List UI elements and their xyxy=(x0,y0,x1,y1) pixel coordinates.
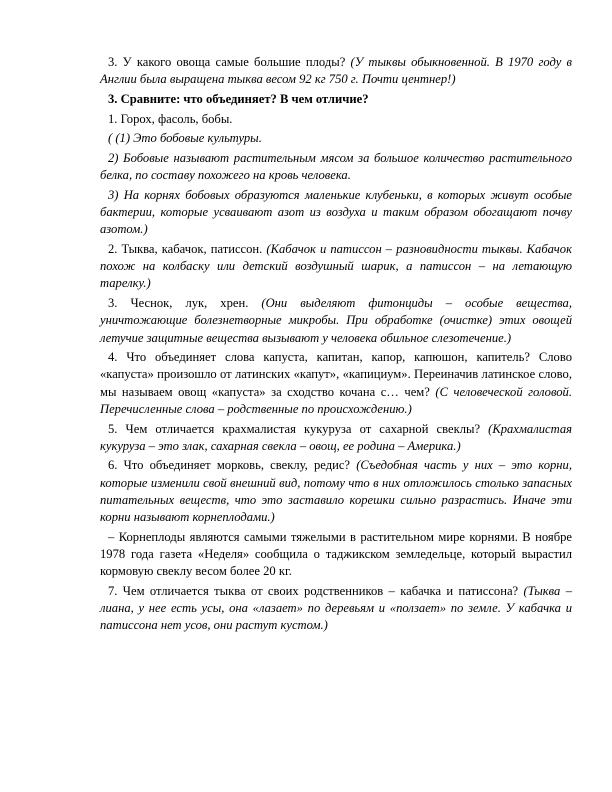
item-root-crops xyxy=(100,457,572,526)
document-page xyxy=(100,54,572,637)
answer-legumes-2: 2) Бобовые называют растительным мясом за большое количество растительного белка, по составу похожего на кровь человека. xyxy=(100,151,572,183)
answer-text: (Съедобная часть у них – это корни, которые изменили свой внешний вид, потому что в них отложилось столько запасных питательных веществ, что это заставило корешки сильно разрастись. Иначе эти корни называют корнеплодами.) xyxy=(100,458,572,525)
item-cabbage xyxy=(100,349,572,418)
answer-text: (У тыквы обыкновенной. В 1970 году в Англии была выращена тыква весом 92 кг 750 г. Почти центнер!) xyxy=(100,55,572,87)
answer-text: (Они выделяют фитонциды – особые вещества, уничтожающие болезнетворные микробы. При обработке (очистке) этих овощей летучие защитные вещества вызывают у человека обильное слезотечение.) xyxy=(100,296,572,345)
answer-legumes-1: ( (1) Это бобовые культуры. xyxy=(108,131,262,146)
item-garlic xyxy=(100,295,572,347)
answer-text: (С человеческой головой. Перечисленные слова – родственные по происхождению.) xyxy=(100,384,572,416)
question-text: 7. Чем отличается тыква от своих родственников – кабачка и патиссона? xyxy=(108,583,524,598)
answer-legumes-3: 3) На корнях бобовых образуются маленькие клубеньки, в которых живут особые бактерии, которые усваивают азот из воздуха и таким образом обогащают почву азотом.) xyxy=(100,187,572,237)
question-text: 2. Тыква, кабачок, патиссон. xyxy=(108,242,267,257)
question-text: 4. Что объединяет слова капуста, капитан, капор, капюшон, капитель? Слово «капуста» произошло от латинских «капут», «капициум». Переиначив латинское слово, мы называем овощ «капуста» за сходство кочана с… чем? xyxy=(100,350,572,399)
answer-text: (Тыква – лиана, у нее есть усы, она «лазает» по деревьям и «ползает» по земле. У кабачка и патиссона нет усов, они растут кустом.) xyxy=(100,583,572,633)
note-root-crops: – Корнеплоды являются самыми тяжелыми в растительном мире корнями. В ноябре 1978 года газета «Неделя» сообщила о таджикском земледельце, который вырастил кормовую свеклу весом более 20 кг. xyxy=(100,529,572,579)
question-text: 3. У какого овоща самые большие плоды? xyxy=(108,55,351,69)
question-text: 6. Что объединяет морковь, свеклу, редис? xyxy=(108,458,357,473)
question-largest-fruit xyxy=(100,54,572,88)
section-heading: 3. Сравните: что объединяет? В чем отличие? xyxy=(108,91,369,106)
answer-text: (Крахмалистая кукуруза – это злак, сахарная свекла – овощ, ее родина – Америка.) xyxy=(100,421,572,453)
item-corn-beet xyxy=(100,421,572,455)
question-text: 3. Чеснок, лук, хрен. xyxy=(108,296,262,311)
item-pumpkin xyxy=(100,241,572,293)
item-pumpkin-relatives xyxy=(100,583,572,635)
answer-text: (Кабачок и патиссон – разновидности тыквы. Кабачок похож на колбаску или детский воздушный шарик, а патиссон – на летающую тарелку.) xyxy=(100,242,572,291)
item-legumes: 1. Горох, фасоль, бобы. xyxy=(108,111,233,126)
question-text: 5. Чем отличается крахмалистая кукуруза от сахарной свеклы? xyxy=(108,421,489,436)
